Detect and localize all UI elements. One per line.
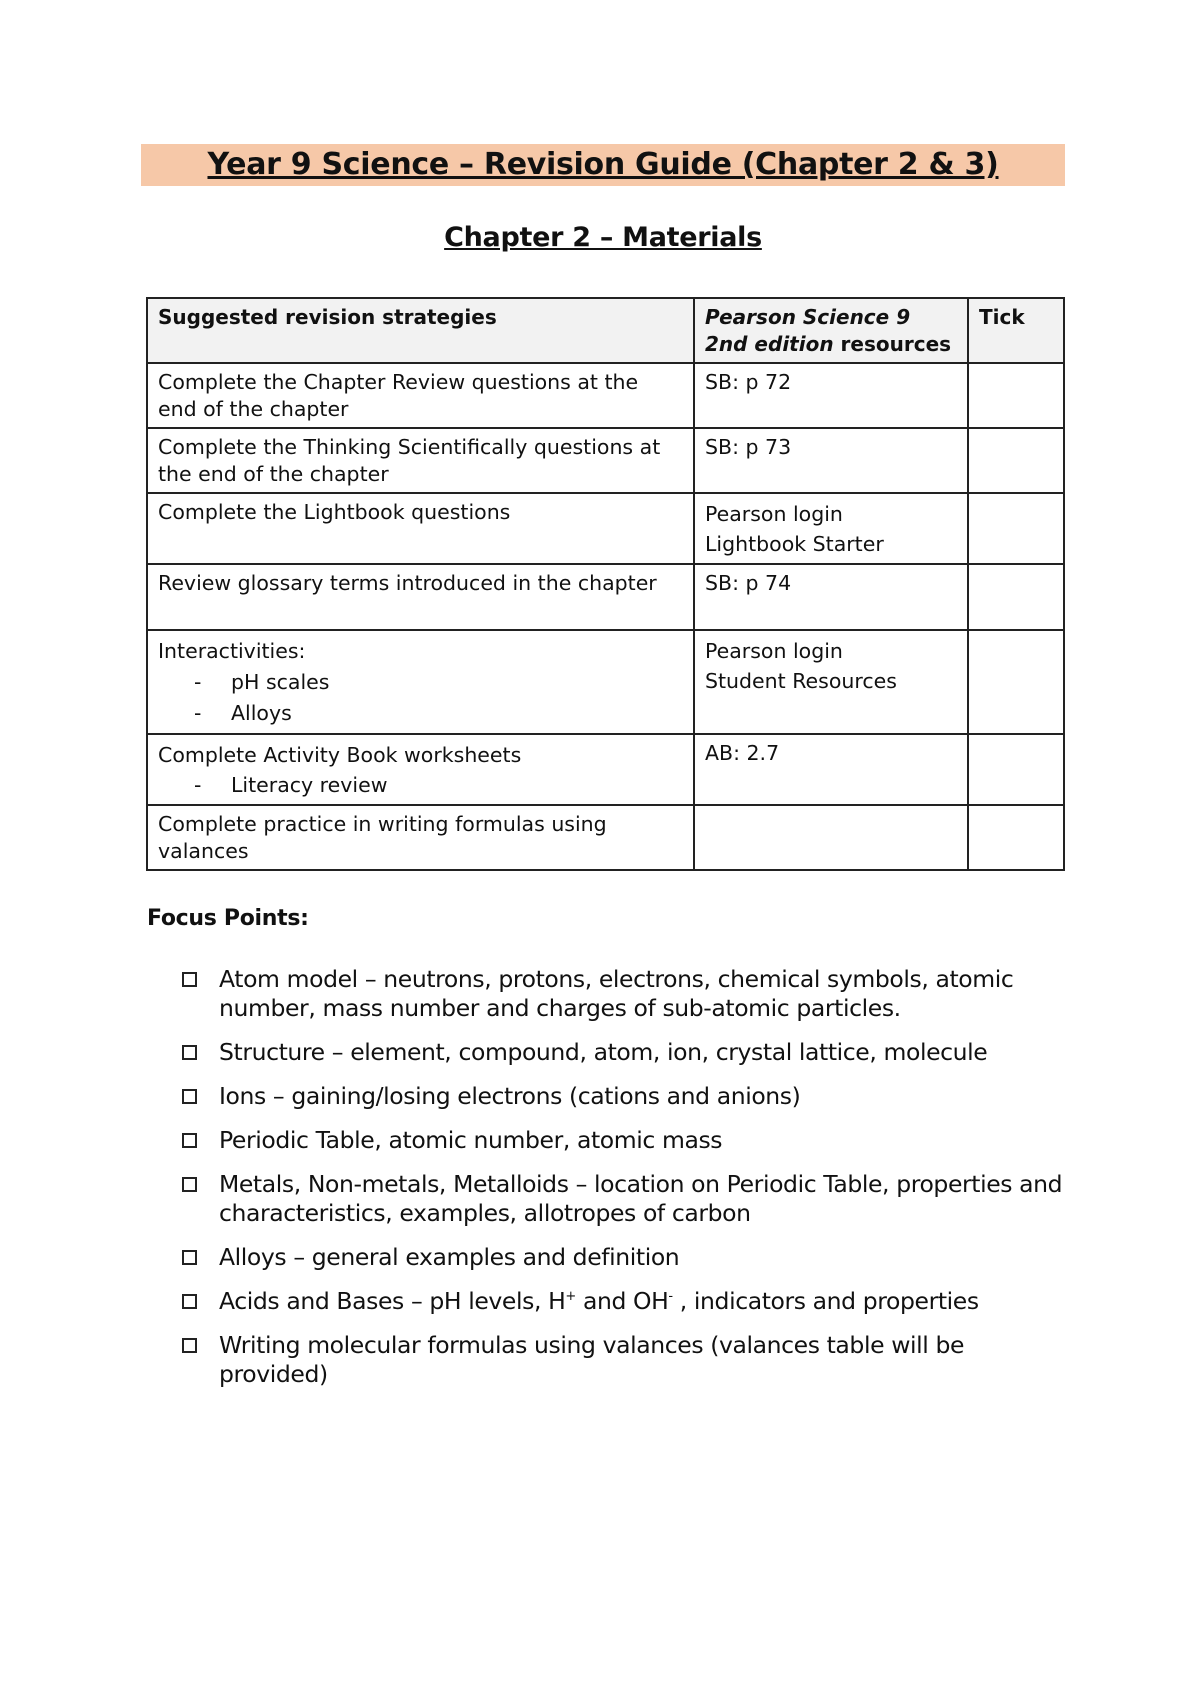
sub-item-marker: - xyxy=(194,670,202,694)
table-row xyxy=(147,428,1064,493)
resource-line: SB: p 74 xyxy=(705,571,792,595)
sub-item-text: Literacy review xyxy=(231,773,388,797)
sub-item-marker: - xyxy=(194,773,202,797)
focus-point-text: Metals, Non-metals, Metalloids – location on Periodic Table, properties and characteristics, examples, allotropes of carbon xyxy=(219,1170,1063,1227)
sub-item-text: pH scales xyxy=(231,670,330,694)
focus-point-text-part: , indicators and properties xyxy=(672,1287,979,1315)
resource-line: SB: p 72 xyxy=(705,370,792,394)
checkbox-icon[interactable] xyxy=(182,1045,197,1060)
table-row xyxy=(147,805,1064,870)
list-item xyxy=(180,1287,1070,1316)
resource-line: Lightbook Starter xyxy=(705,532,884,556)
tick-cell[interactable] xyxy=(968,363,1064,428)
tick-cell[interactable] xyxy=(968,564,1064,630)
resource-cell xyxy=(694,428,968,493)
list-item xyxy=(180,1170,1070,1228)
sub-item xyxy=(158,667,683,698)
checkbox-icon[interactable] xyxy=(182,1250,197,1265)
list-item xyxy=(180,1331,1070,1389)
resource-line: AB: 2.7 xyxy=(705,741,780,765)
list-item xyxy=(180,965,1070,1023)
checkbox-icon[interactable] xyxy=(182,1177,197,1192)
list-item xyxy=(180,1082,1070,1111)
tick-cell[interactable] xyxy=(968,630,1064,734)
header-tick: Tick xyxy=(968,298,1064,363)
sub-item-marker: - xyxy=(194,701,202,725)
sub-item-text: Alloys xyxy=(231,701,292,725)
title-band xyxy=(141,144,1065,186)
strategy-cell: Complete the Lightbook questions xyxy=(147,493,694,564)
resource-cell xyxy=(694,363,968,428)
focus-point-text: Structure – element, compound, atom, ion, crystal lattice, molecule xyxy=(219,1038,988,1066)
tick-cell[interactable] xyxy=(968,805,1064,870)
page-title: Year 9 Science – Revision Guide (Chapter 2 & 3) xyxy=(207,147,999,182)
resource-line: Student Resources xyxy=(705,669,897,693)
table-header-row xyxy=(147,298,1064,363)
tick-cell[interactable] xyxy=(968,734,1064,805)
list-item xyxy=(180,1243,1070,1272)
tick-cell[interactable] xyxy=(968,493,1064,564)
sub-item xyxy=(158,770,683,800)
tick-cell[interactable] xyxy=(968,428,1064,493)
focus-points-list xyxy=(180,965,1070,1404)
checkbox-icon[interactable] xyxy=(182,1133,197,1148)
focus-points-heading: Focus Points: xyxy=(147,906,309,931)
header-strategies: Suggested revision strategies xyxy=(147,298,694,363)
resource-line: Pearson login xyxy=(705,502,843,526)
superscript-charge: + xyxy=(565,1289,576,1305)
resource-cell xyxy=(694,734,968,805)
focus-point-text-part: Acids and Bases – pH levels, H xyxy=(219,1287,566,1315)
table-row xyxy=(147,493,1064,564)
list-item xyxy=(180,1126,1070,1155)
checkbox-icon[interactable] xyxy=(182,1338,197,1353)
focus-point-text: Alloys – general examples and definition xyxy=(219,1243,680,1271)
table-row xyxy=(147,363,1064,428)
resource-cell xyxy=(694,564,968,630)
table-row xyxy=(147,630,1064,734)
checkbox-icon[interactable] xyxy=(182,1089,197,1104)
checkbox-icon[interactable] xyxy=(182,972,197,987)
resource-line: Pearson login xyxy=(705,639,843,663)
focus-point-text xyxy=(219,1287,979,1315)
strategy-text: Interactivities: xyxy=(158,639,306,663)
strategy-cell xyxy=(147,630,694,734)
resource-cell xyxy=(694,630,968,734)
chapter-heading: Chapter 2 – Materials xyxy=(444,222,762,253)
header-resources-suffix: resources xyxy=(833,332,952,356)
focus-point-text: Periodic Table, atomic number, atomic mass xyxy=(219,1126,723,1154)
sub-item-list xyxy=(158,770,683,800)
superscript-charge: - xyxy=(668,1289,673,1305)
resource-cell xyxy=(694,493,968,564)
focus-point-text: Atom model – neutrons, protons, electrons, chemical symbols, atomic number, mass number and charges of sub-atomic particles. xyxy=(219,965,1014,1022)
sub-item-list xyxy=(158,667,683,729)
revision-strategies-table xyxy=(146,297,1065,871)
focus-point-text: Ions – gaining/losing electrons (cations and anions) xyxy=(219,1082,801,1110)
strategy-cell: Complete the Chapter Review questions at the end of the chapter xyxy=(147,363,694,428)
resource-cell xyxy=(694,805,968,870)
strategy-cell: Complete the Thinking Scientifically questions at the end of the chapter xyxy=(147,428,694,493)
focus-point-text-part: and OH xyxy=(575,1287,669,1315)
strategy-cell xyxy=(147,734,694,805)
table-row xyxy=(147,564,1064,630)
strategy-cell: Review glossary terms introduced in the chapter xyxy=(147,564,694,630)
strategy-cell: Complete practice in writing formulas using valances xyxy=(147,805,694,870)
focus-point-text: Writing molecular formulas using valances (valances table will be provided) xyxy=(219,1331,965,1388)
sub-item xyxy=(158,698,683,729)
header-resources-book: Pearson Science 9 2nd edition xyxy=(705,305,911,356)
strategy-text: Complete Activity Book worksheets xyxy=(158,743,522,767)
list-item xyxy=(180,1038,1070,1067)
table-row xyxy=(147,734,1064,805)
checkbox-icon[interactable] xyxy=(182,1294,197,1309)
resource-line: SB: p 73 xyxy=(705,435,792,459)
header-resources xyxy=(694,298,968,363)
